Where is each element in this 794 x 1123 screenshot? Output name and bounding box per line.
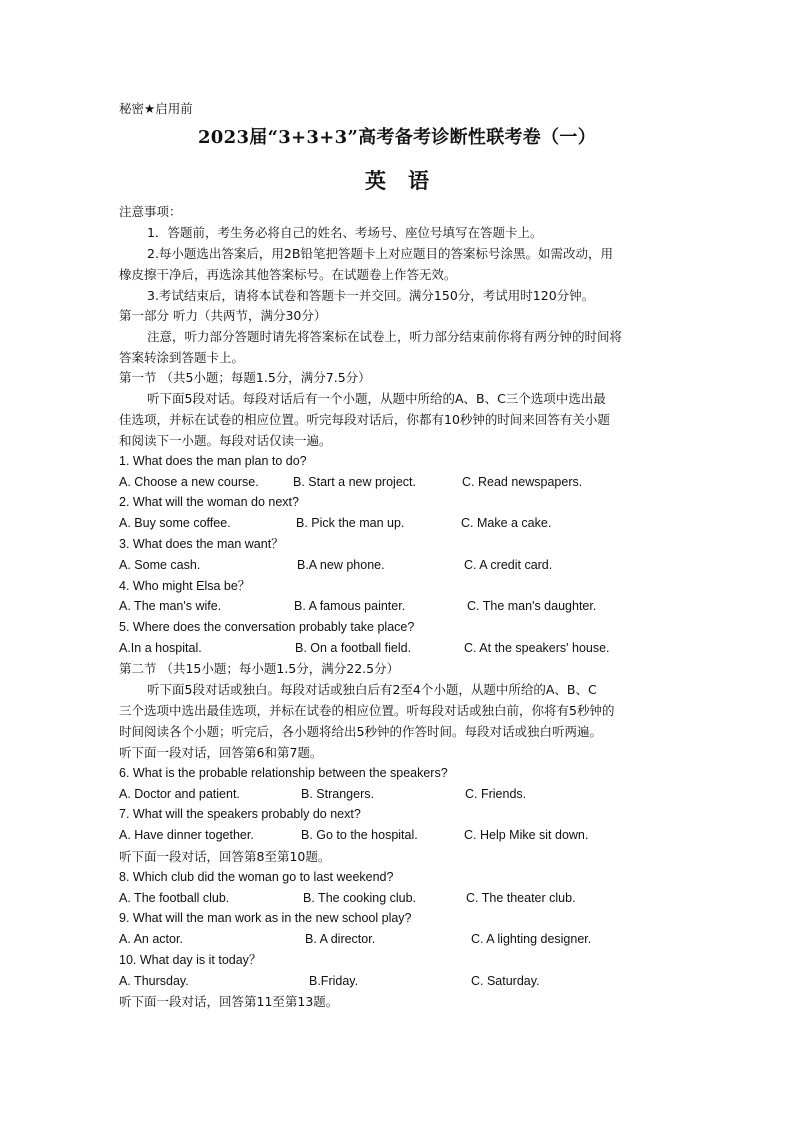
option-a: A. Doctor and patient. [119, 787, 240, 801]
section2-instruction: 三个选项中选出最佳选项，并标在试卷的相应位置。听每段对话或独白前，你将有5秒钟的 [119, 703, 615, 718]
question-text: 3. What does the man want？ [119, 537, 284, 551]
question-text: 2. What will the woman do next? [119, 495, 299, 509]
option-a: A. Some cash. [119, 558, 201, 572]
group-instruction: 听下面一段对话，回答第6和第7题。 [119, 745, 323, 760]
option-c: C. At the speakers' house. [464, 641, 610, 655]
option-a: A. Choose a new course. [119, 475, 259, 489]
option-c: C. Make a cake. [461, 516, 552, 530]
section1-heading: 第一节 （共5小题；每题1.5分，满分7.5分） [119, 370, 371, 385]
option-c: C. Saturday. [471, 974, 540, 988]
subject-title: 英语 [365, 168, 451, 193]
option-b: B.A new phone. [297, 558, 385, 572]
section2-instruction: 时间阅读各个小题；听完后，各小题将给出5秒钟的作答时间。每段对话或独白听两遍。 [119, 724, 602, 739]
question-text: 4. Who might Elsa be？ [119, 579, 251, 593]
secret-label: 秘密★启用前 [119, 101, 193, 116]
section1-instruction: 和阅读下一小题。每段对话仅读一遍。 [119, 433, 332, 448]
option-a: A. The man's wife. [119, 599, 222, 613]
question-text: 9. What will the man work as in the new school play? [119, 911, 412, 925]
option-b: B. A famous painter. [294, 599, 406, 613]
group-instruction: 听下面一段对话，回答第11至第13题。 [119, 994, 339, 1009]
question-text: 7. What will the speakers probably do next? [119, 807, 361, 821]
option-c: C. Friends. [465, 787, 527, 801]
notice-heading: 注意事项： [119, 204, 182, 219]
option-a: A. The football club. [119, 891, 230, 905]
option-a: A. Buy some coffee. [119, 516, 231, 530]
part1-note: 答案转涂到答题卡上。 [119, 350, 245, 365]
question-text: 1. What does the man plan to do? [119, 454, 307, 468]
option-c: C. The theater club. [466, 891, 576, 905]
option-c: C. A credit card. [464, 558, 553, 572]
option-b: B. Strangers. [301, 787, 374, 801]
option-c: C. The man's daughter. [467, 599, 597, 613]
part1-heading: 第一部分 听力（共两节，满分30分） [119, 308, 327, 323]
section2-heading: 第二节 （共15小题；每小题1.5分，满分22.5分） [119, 661, 400, 676]
notice-item: 2.每小题选出答案后，用2B铅笔把答题卡上对应题目的答案标号涂黑。如需改动，用 [147, 246, 613, 261]
option-b: B. The cooking club. [303, 891, 417, 905]
section2-instruction: 听下面5段对话或独白。每段对话或独白后有2至4个小题，从题中所给的A、B、C [147, 682, 597, 697]
option-a: A.In a hospital. [119, 641, 202, 655]
option-b: B. On a football field. [295, 641, 412, 655]
question-text: 10. What day is it today？ [119, 953, 262, 967]
option-b: B. Pick the man up. [296, 516, 405, 530]
question-text: 8. Which club did the woman go to last weekend? [119, 870, 394, 884]
notice-item: 1．答题前，考生务必将自己的姓名、考场号、座位号填写在答题卡上。 [147, 225, 543, 240]
question-text: 5. Where does the conversation probably take place? [119, 620, 415, 634]
option-b: B. Go to the hospital. [301, 828, 418, 842]
part1-note: 注意，听力部分答题时请先将答案标在试卷上，听力部分结束前你将有两分钟的时间将 [147, 329, 623, 344]
question-text: 6. What is the probable relationship between the speakers? [119, 766, 448, 780]
option-a: A. An actor. [119, 932, 183, 946]
notice-item: 橡皮擦干净后，再选涂其他答案标号。在试题卷上作答无效。 [119, 267, 457, 282]
option-b: B. A director. [305, 932, 376, 946]
option-a: A. Thursday. [119, 974, 189, 988]
exam-title: 2023届“3+3+3”高考备考诊断性联考卷（一） [197, 127, 597, 148]
section1-instruction: 听下面5段对话。每段对话后有一个小题，从题中所给的A、B、C三个选项中选出最 [147, 391, 606, 406]
notice-item: 3.考试结束后，请将本试卷和答题卡一并交回。满分150分，考试用时120分钟。 [147, 288, 595, 303]
option-c: C. Help Mike sit down. [464, 828, 589, 842]
option-b: B.Friday. [309, 974, 359, 988]
option-c: C. A lighting designer. [471, 932, 592, 946]
option-a: A. Have dinner together. [119, 828, 254, 842]
section1-instruction: 佳选项，并标在试卷的相应位置。听完每段对话后，你都有10秒钟的时间来回答有关小题 [119, 412, 610, 427]
option-b: B. Start a new project. [293, 475, 416, 489]
group-instruction: 听下面一段对话，回答第8至第10题。 [119, 849, 331, 864]
option-c: C. Read newspapers. [462, 475, 583, 489]
